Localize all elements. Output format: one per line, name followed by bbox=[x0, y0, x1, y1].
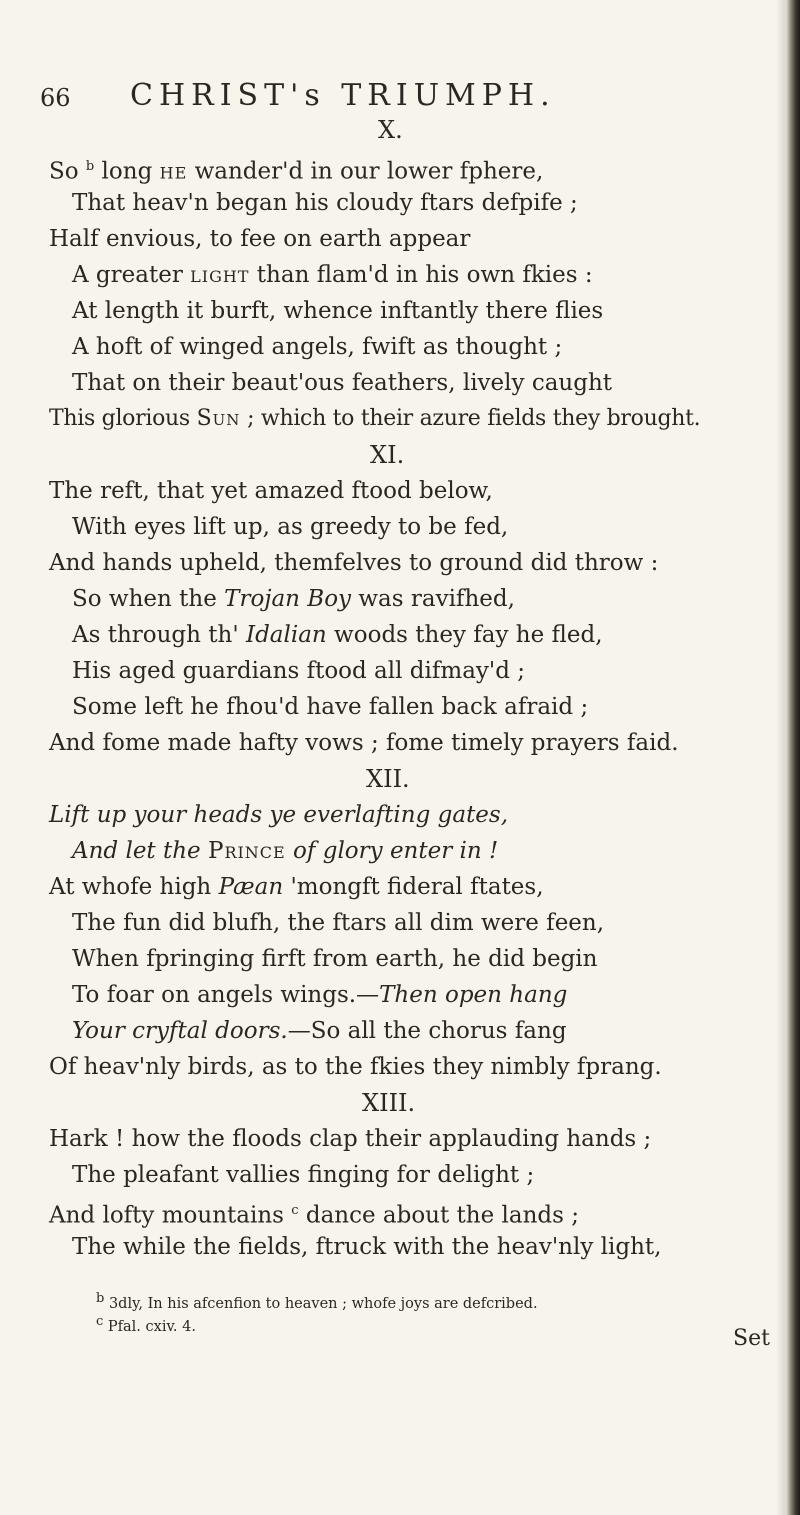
verse-line bbox=[49, 801, 508, 829]
verse-segment: So bbox=[49, 158, 86, 185]
verse-segment: The reft, that yet amazed ftood below, bbox=[49, 478, 493, 504]
verse-segment: 'mongft fideral ftates, bbox=[283, 874, 544, 900]
verse-line bbox=[72, 837, 498, 865]
verse-line bbox=[49, 405, 700, 433]
verse-segment: wander'd in our lower fphere, bbox=[187, 158, 544, 185]
stanza-numeral: XII. bbox=[366, 765, 410, 793]
verse-segment: ; which to their azure fields they brought. bbox=[240, 406, 701, 431]
verse-segment: than flam'd in his own fkies : bbox=[249, 262, 593, 288]
running-title: CHRIST's TRIUMPH. bbox=[130, 78, 556, 113]
page-edge-shadow bbox=[786, 0, 800, 1515]
verse-segment: The while the fields, ftruck with the heav'nly light, bbox=[72, 1234, 662, 1260]
verse-line bbox=[72, 657, 525, 685]
verse-segment: he bbox=[159, 158, 188, 185]
verse-line bbox=[49, 729, 679, 757]
verse-segment: Your cryftal doors. bbox=[72, 1018, 288, 1044]
verse-segment: Hark ! how the floods clap their applauding hands ; bbox=[49, 1126, 652, 1152]
verse-line bbox=[49, 549, 658, 577]
verse-segment: light bbox=[190, 262, 250, 288]
verse-segment: Some left he fhou'd have fallen back afraid ; bbox=[72, 694, 589, 720]
verse-segment: And lofty mountains bbox=[49, 1202, 292, 1229]
verse-line bbox=[72, 693, 588, 721]
verse-line bbox=[49, 1125, 651, 1153]
verse-segment: A hoft of winged angels, fwift as thought ; bbox=[72, 334, 563, 360]
verse-segment: —So all the chorus fang bbox=[287, 1018, 567, 1044]
verse-line bbox=[72, 513, 508, 541]
verse-segment: This glorious bbox=[49, 406, 197, 431]
verse-line bbox=[72, 945, 597, 973]
verse-line bbox=[72, 1161, 534, 1189]
verse-segment: of glory enter in ! bbox=[285, 838, 499, 864]
verse-segment: Trojan Boy bbox=[224, 586, 352, 612]
verse-segment: Then open hang bbox=[379, 982, 568, 1008]
verse-line bbox=[49, 477, 493, 505]
catchword: Set bbox=[733, 1326, 770, 1351]
verse-segment: That on their beaut'ous feathers, lively caught bbox=[72, 370, 613, 396]
verse-line bbox=[72, 909, 604, 937]
verse-line bbox=[72, 1017, 567, 1045]
footnote-reference: b bbox=[85, 159, 95, 174]
verse-segment: Pæan bbox=[218, 874, 284, 900]
verse-line bbox=[49, 873, 544, 901]
verse-segment: was ravifhed, bbox=[351, 586, 515, 612]
verse-segment: To foar on angels wings.— bbox=[72, 982, 380, 1008]
verse-line bbox=[72, 333, 562, 361]
verse-line bbox=[72, 297, 603, 325]
verse-segment: Of heav'nly birds, as to the fkies they nimbly fprang. bbox=[49, 1054, 662, 1080]
verse-segment: And let the bbox=[72, 838, 208, 864]
footnote bbox=[96, 1291, 538, 1312]
footnote bbox=[96, 1314, 196, 1335]
verse-line bbox=[72, 1233, 661, 1261]
verse-segment: The pleafant vallies finging for delight ; bbox=[72, 1162, 535, 1188]
stanza-numeral: X. bbox=[378, 116, 403, 144]
verse-line bbox=[72, 369, 612, 397]
verse-segment: Idalian bbox=[245, 622, 327, 648]
verse-line bbox=[72, 189, 578, 217]
footnote-text: 3dly, In his afcenfion to heaven ; whofe joys are defcribed. bbox=[108, 1295, 538, 1312]
footnote-text: Pfal. cxiv. 4. bbox=[107, 1318, 196, 1335]
page-number: 66 bbox=[40, 84, 71, 112]
verse-segment: And fome made hafty vows ; fome timely prayers faid. bbox=[49, 730, 679, 756]
verse-segment: His aged guardians ftood all difmay'd ; bbox=[72, 658, 526, 684]
verse-line bbox=[49, 1197, 579, 1230]
verse-line bbox=[72, 981, 567, 1009]
verse-segment: That heav'n began his cloudy ftars defpife ; bbox=[72, 190, 578, 216]
verse-segment: At whofe high bbox=[49, 874, 219, 900]
verse-segment: And hands upheld, themfelves to ground did throw : bbox=[49, 550, 659, 576]
verse-line bbox=[72, 621, 603, 649]
verse-segment: With eyes lift up, as greedy to be fed, bbox=[72, 514, 509, 540]
verse-segment: Lift up your heads ye everlafting gates, bbox=[49, 802, 509, 828]
verse-segment: As through th' bbox=[72, 622, 246, 648]
footnote-mark: b bbox=[96, 1291, 105, 1306]
verse-segment: At length it burft, whence inftantly there flies bbox=[72, 298, 604, 324]
verse-segment: woods they fay he fled, bbox=[326, 622, 603, 648]
verse-line bbox=[72, 261, 593, 289]
verse-line bbox=[49, 1053, 662, 1081]
page-gutter-shade bbox=[776, 0, 786, 1515]
footnote-reference: c bbox=[291, 1203, 299, 1218]
verse-segment: Sun bbox=[196, 406, 241, 431]
verse-line bbox=[49, 153, 543, 186]
verse-segment: long bbox=[94, 158, 160, 185]
verse-segment: Half envious, to fee on earth appear bbox=[49, 226, 471, 252]
stanza-numeral: XIII. bbox=[362, 1089, 416, 1117]
verse-segment: When fpringing firft from earth, he did begin bbox=[72, 946, 598, 972]
footnote-mark: c bbox=[96, 1314, 104, 1329]
verse-line bbox=[49, 225, 470, 253]
verse-segment: The fun did blufh, the ftars all dim were feen, bbox=[72, 910, 605, 936]
verse-segment: So when the bbox=[72, 586, 225, 612]
verse-segment: dance about the lands ; bbox=[298, 1202, 579, 1229]
verse-line bbox=[72, 585, 515, 613]
stanza-numeral: XI. bbox=[370, 441, 405, 469]
verse-segment: A greater bbox=[72, 262, 191, 288]
verse-segment: Prince bbox=[207, 838, 286, 864]
